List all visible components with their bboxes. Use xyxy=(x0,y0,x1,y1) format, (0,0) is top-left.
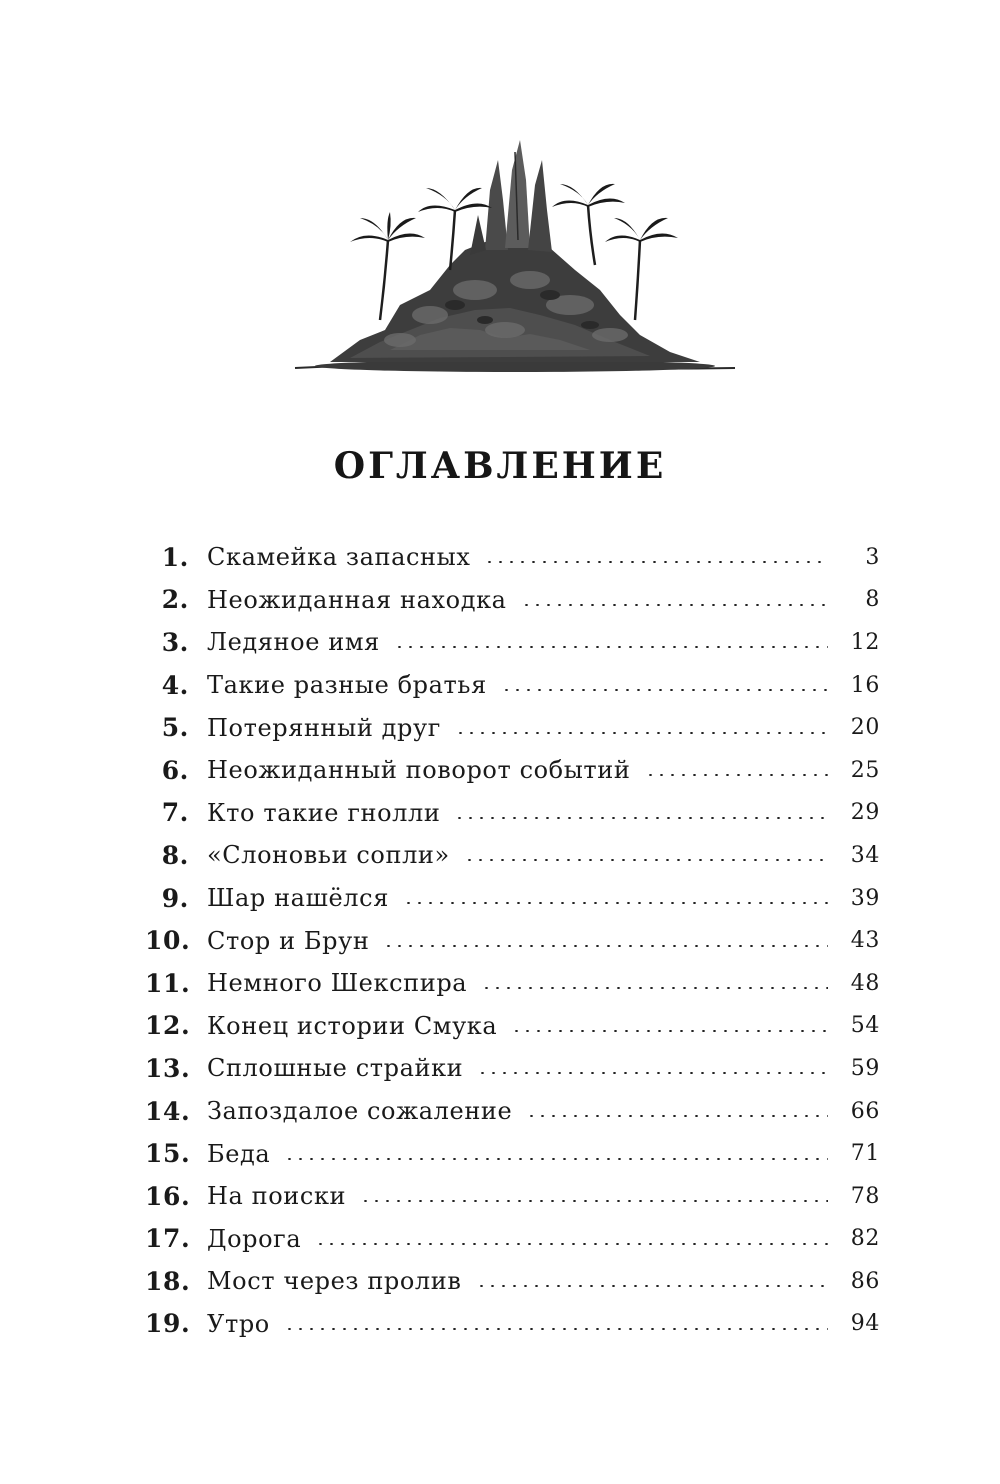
chapter-title: Шар нашёлся xyxy=(207,884,389,913)
dot-leader xyxy=(645,774,829,776)
chapter-title: Скамейка запасных xyxy=(207,543,471,572)
dot-leader xyxy=(394,646,828,648)
page-number: 54 xyxy=(850,1013,880,1039)
toc-entry xyxy=(145,792,880,835)
dot-leader xyxy=(455,732,828,734)
page-number: 71 xyxy=(850,1141,880,1167)
chapter-number: 14. xyxy=(145,1096,191,1126)
table-of-contents xyxy=(145,536,880,1345)
toc-entry xyxy=(145,621,880,664)
page-number: 82 xyxy=(850,1226,880,1252)
page-number: 20 xyxy=(850,715,880,741)
chapter-number: 4. xyxy=(161,670,189,700)
chapter-number: 16. xyxy=(145,1181,191,1211)
page-number: 12 xyxy=(850,629,880,655)
chapter-number: 7. xyxy=(161,798,189,828)
chapter-number: 3. xyxy=(161,627,189,657)
chapter-title: Кто такие гнолли xyxy=(207,798,441,827)
dot-leader xyxy=(511,1030,828,1032)
chapter-title: Утро xyxy=(207,1309,270,1338)
dot-leader xyxy=(484,561,828,563)
page-number: 94 xyxy=(850,1311,880,1337)
chapter-number: 6. xyxy=(161,755,189,785)
page-title: ОГЛАВЛЕНИЕ xyxy=(333,445,667,487)
dot-leader xyxy=(383,945,828,947)
dot-leader xyxy=(403,902,828,904)
page-number: 3 xyxy=(865,544,880,570)
chapter-number: 12. xyxy=(145,1011,191,1041)
page-number: 39 xyxy=(850,885,880,911)
chapter-title: Сплошные страйки xyxy=(207,1054,464,1083)
page-number: 59 xyxy=(850,1055,880,1081)
chapter-title: Потерянный друг xyxy=(207,713,441,742)
chapter-title: Такие разные братья xyxy=(207,671,487,700)
chapter-title: Дорога xyxy=(207,1224,302,1253)
page-number: 66 xyxy=(850,1098,880,1124)
page-number: 78 xyxy=(850,1183,880,1209)
dot-leader xyxy=(284,1328,828,1330)
toc-entry xyxy=(145,1303,880,1346)
chapter-title: Стор и Брун xyxy=(207,926,370,955)
toc-entry xyxy=(145,664,880,707)
page-number: 86 xyxy=(850,1268,880,1294)
page-number: 34 xyxy=(850,842,880,868)
chapter-number: 9. xyxy=(161,883,189,913)
toc-entry xyxy=(145,919,880,962)
dot-leader xyxy=(501,689,828,691)
chapter-title: Немного Шекспира xyxy=(207,969,468,998)
dot-leader xyxy=(360,1200,828,1202)
page-number: 25 xyxy=(850,757,880,783)
dot-leader xyxy=(481,987,828,989)
chapter-title: На поиски xyxy=(207,1182,347,1211)
chapter-number: 5. xyxy=(161,713,189,743)
page-number: 43 xyxy=(850,928,880,954)
chapter-title: Мост через пролив xyxy=(207,1267,462,1296)
toc-entry xyxy=(145,1175,880,1218)
dot-leader xyxy=(477,1072,828,1074)
page-number: 29 xyxy=(850,800,880,826)
chapter-title: Беда xyxy=(207,1139,271,1168)
toc-entry xyxy=(145,1132,880,1175)
page-number: 8 xyxy=(865,587,880,613)
chapter-number: 13. xyxy=(145,1053,191,1083)
toc-entry xyxy=(145,706,880,749)
dot-leader xyxy=(464,859,828,861)
chapter-title: Ледяное имя xyxy=(207,628,380,657)
toc-entry xyxy=(145,1005,880,1048)
chapter-number: 15. xyxy=(145,1139,191,1169)
page-number: 16 xyxy=(850,672,880,698)
toc-entry xyxy=(145,579,880,622)
island-illustration xyxy=(290,130,740,390)
toc-entry xyxy=(145,749,880,792)
chapter-number: 8. xyxy=(161,840,189,870)
dot-leader xyxy=(526,1115,828,1117)
dot-leader xyxy=(315,1243,828,1245)
chapter-number: 11. xyxy=(145,968,191,998)
chapter-title: «Слоновьи сопли» xyxy=(207,841,450,870)
chapter-number: 19. xyxy=(145,1309,191,1339)
toc-entry xyxy=(145,1260,880,1303)
chapter-title: Неожиданная находка xyxy=(207,585,507,614)
toc-entry xyxy=(145,536,880,579)
chapter-title: Конец истории Смука xyxy=(207,1011,498,1040)
dot-leader xyxy=(476,1285,829,1287)
toc-entry xyxy=(145,962,880,1005)
chapter-number: 10. xyxy=(145,926,191,956)
chapter-number: 2. xyxy=(161,585,189,615)
toc-entry xyxy=(145,1090,880,1133)
dot-leader xyxy=(521,604,828,606)
chapter-number: 17. xyxy=(145,1224,191,1254)
toc-entry xyxy=(145,834,880,877)
chapter-title: Запоздалое сожаление xyxy=(207,1097,513,1126)
chapter-number: 18. xyxy=(145,1266,191,1296)
toc-entry xyxy=(145,1218,880,1261)
dot-leader xyxy=(284,1158,828,1160)
chapter-title: Неожиданный поворот событий xyxy=(207,756,631,785)
toc-entry xyxy=(145,877,880,920)
page-number: 48 xyxy=(850,970,880,996)
dot-leader xyxy=(454,817,828,819)
chapter-number: 1. xyxy=(161,542,189,572)
toc-entry xyxy=(145,1047,880,1090)
